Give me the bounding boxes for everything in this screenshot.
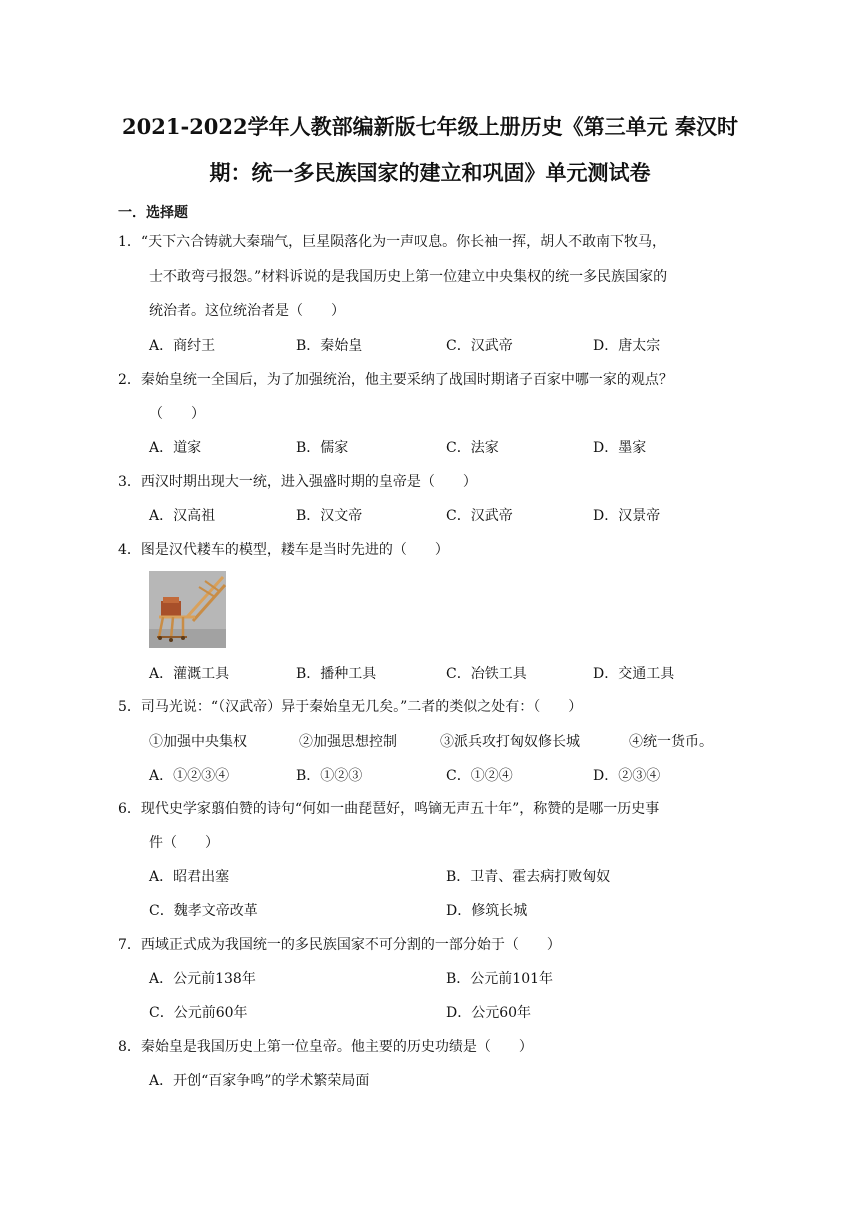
q1-option-a: A．商纣王 bbox=[149, 338, 216, 354]
q7-option-c: C．公元前60年 bbox=[149, 1005, 248, 1021]
q5-item-3: ③派兵攻打匈奴修长城 bbox=[440, 734, 580, 750]
q3-option-b: B．汉文帝 bbox=[296, 508, 363, 524]
q2-option-c: C．法家 bbox=[446, 440, 499, 456]
q5-option-a: A．①②③④ bbox=[149, 768, 230, 784]
q8-line-1: 8．秦始皇是我国历史上第一位皇帝。他主要的历史功绩是（ ） bbox=[118, 1039, 533, 1055]
q1-line-1: 1．“天下六合铸就大秦瑞气，巨星陨落化为一声叹息。你长袖一挥，胡人不敢南下牧马， bbox=[118, 234, 667, 250]
q1-option-b: B．秦始皇 bbox=[296, 338, 363, 354]
q7-option-a: A．公元前138年 bbox=[149, 971, 256, 987]
q5-item-1: ①加强中央集权 bbox=[149, 734, 247, 750]
q2-option-a: A．道家 bbox=[149, 440, 202, 456]
q2-line-2: （ ） bbox=[149, 406, 205, 422]
exam-title-line-2: 期：统一多民族国家的建立和巩固》单元测试卷 bbox=[209, 160, 651, 185]
q7-line-1: 7．西域正式成为我国统一的多民族国家不可分割的一部分始于（ ） bbox=[118, 937, 561, 953]
q6-option-a: A．昭君出塞 bbox=[149, 869, 230, 885]
q5-item-2: ②加强思想控制 bbox=[299, 734, 397, 750]
q1-option-d: D．唐太宗 bbox=[593, 338, 661, 354]
q5-item-4: ④统一货币。 bbox=[629, 734, 713, 750]
q4-option-b: B．播种工具 bbox=[296, 666, 377, 682]
q8-option-a: A．开创“百家争鸣”的学术繁荣局面 bbox=[149, 1073, 370, 1089]
q2-line-1: 2．秦始皇统一全国后，为了加强统治，他主要采纳了战国时期诸子百家中哪一家的观点？ bbox=[118, 372, 673, 388]
q5-option-b: B．①②③ bbox=[296, 768, 363, 784]
section-heading: 一．选择题 bbox=[118, 205, 188, 221]
q1-line-3: 统治者。这位统治者是（ ） bbox=[149, 303, 345, 319]
q3-option-c: C．汉武帝 bbox=[446, 508, 513, 524]
q1-option-c: C．汉武帝 bbox=[446, 338, 513, 354]
q6-option-b: B．卫青、霍去病打败匈奴 bbox=[446, 869, 611, 885]
q6-option-c: C．魏孝文帝改革 bbox=[149, 903, 258, 919]
q4-option-c: C．冶铁工具 bbox=[446, 666, 527, 682]
q3-line-1: 3．西汉时期出现大一统，进入强盛时期的皇帝是（ ） bbox=[118, 474, 477, 490]
q7-option-d: D．公元60年 bbox=[446, 1005, 532, 1021]
q1-line-2: 士不敢弯弓报怨。”材料诉说的是我国历史上第一位建立中央集权的统一多民族国家的 bbox=[149, 269, 668, 285]
q4-line-1: 4．图是汉代耧车的模型，耧车是当时先进的（ ） bbox=[118, 542, 449, 558]
q7-option-b: B．公元前101年 bbox=[446, 971, 554, 987]
q4-option-a: A．灌溉工具 bbox=[149, 666, 230, 682]
q6-line-1: 6．现代史学家翦伯赞的诗句“何如一曲琵琶好，鸣镝无声五十年”，称赞的是哪一历史事 bbox=[118, 801, 660, 817]
q6-line-2: 件（ ） bbox=[149, 835, 219, 851]
q3-option-a: A．汉高祖 bbox=[149, 508, 216, 524]
lou-che-model-image bbox=[149, 571, 226, 648]
q5-option-c: C．①②④ bbox=[446, 768, 513, 784]
q4-option-d: D．交通工具 bbox=[593, 666, 675, 682]
exam-title-line-1: 2021-2022学年人教部编新版七年级上册历史《第三单元 秦汉时 bbox=[122, 114, 738, 139]
q5-line-1: 5．司马光说：“（汉武帝）异于秦始皇无几矣。”二者的类似之处有：（ ） bbox=[118, 699, 583, 715]
q6-option-d: D．修筑长城 bbox=[446, 903, 528, 919]
q5-option-d: D．②③④ bbox=[593, 768, 661, 784]
lou-che-drawing bbox=[149, 571, 226, 648]
q2-option-b: B．儒家 bbox=[296, 440, 349, 456]
q3-option-d: D．汉景帝 bbox=[593, 508, 661, 524]
q2-option-d: D．墨家 bbox=[593, 440, 647, 456]
